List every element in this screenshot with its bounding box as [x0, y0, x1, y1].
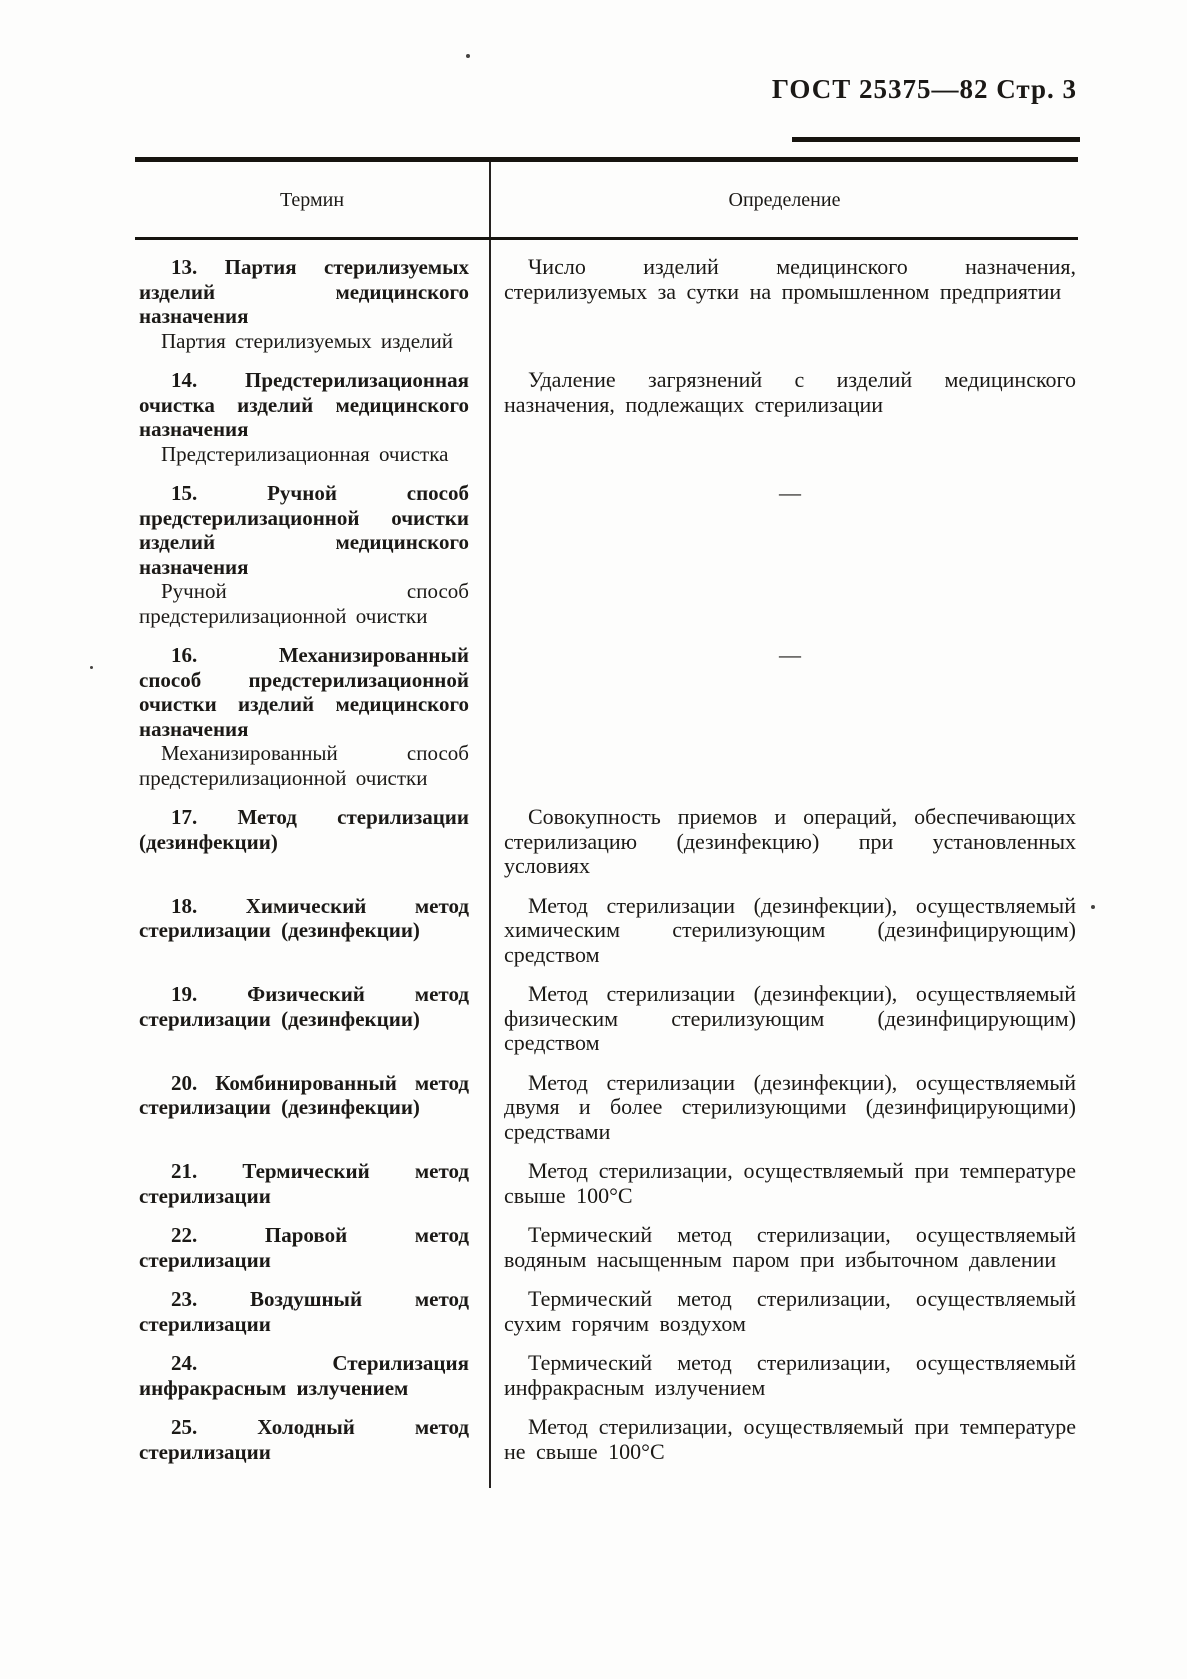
standard-number: ГОСТ 25375—82: [771, 74, 989, 104]
definition-cell: [491, 1336, 1078, 1400]
term-cell: [135, 967, 491, 1056]
term-number: 19.: [171, 982, 198, 1006]
term-text: Предстерилизационная очистка изделий медицинского назначения: [139, 368, 469, 441]
term-text: Метод стерилизации (дезинфекции): [139, 805, 469, 854]
term-cell: [135, 1336, 491, 1400]
term-number: 13.: [171, 255, 198, 279]
term-text: Партия стерилизуемых изделий медицинского назначения: [139, 255, 469, 328]
definition-cell: [491, 1208, 1078, 1272]
definition-text: Термический метод стерилизации, осуществляемый водяным насыщенным паром при избыточном давлении: [504, 1222, 1076, 1272]
term-cell: [135, 790, 491, 879]
definition-cell: [491, 466, 1078, 628]
table-row: [135, 628, 1078, 790]
term-text: Химический метод стерилизации (дезинфекции): [139, 893, 470, 942]
term-cell: [135, 466, 491, 628]
definition-cell: [491, 1272, 1078, 1336]
term-text: Физический метод стерилизации (дезинфекции): [139, 982, 469, 1031]
definition-text: Совокупность приемов и операций, обеспечивающих стерилизацию (дезинфекцию) при установленных условиях: [504, 804, 1076, 878]
term-synonym: Ручной способ предстерилизационной очистки: [139, 579, 469, 628]
table-row: [135, 1056, 1078, 1145]
table-header-row: [135, 162, 1078, 240]
definition-text: Метод стерилизации (дезинфекции), осуществляемый физическим стерилизующим (дезинфицирующим) средством: [504, 981, 1076, 1055]
term-number: 21.: [171, 1159, 198, 1183]
definition-cell: [491, 879, 1078, 968]
terms-table: [135, 157, 1078, 1488]
definition-text: Метод стерилизации (дезинфекции), осуществляемый химическим стерилизующим (дезинфицирующим) средством: [504, 892, 1076, 967]
table-body: [135, 240, 1078, 1488]
term-number: 16.: [171, 643, 198, 667]
definition-cell: [491, 967, 1078, 1056]
definition-dash: —: [779, 642, 801, 667]
term-cell: [135, 1056, 491, 1145]
table-row: [135, 967, 1078, 1056]
header-underline: [792, 137, 1080, 142]
definition-text: Термический метод стерилизации, осуществляемый сухим горячим воздухом: [504, 1286, 1076, 1336]
term-text: Стерилизация инфракрасным излучением: [139, 1351, 469, 1400]
term-cell: [135, 628, 491, 790]
table-row: [135, 1144, 1078, 1208]
term-synonym: Партия стерилизуемых изделий: [161, 328, 453, 353]
term-cell: [135, 1208, 491, 1272]
table-row: [135, 1208, 1078, 1272]
term-number: 24.: [171, 1351, 198, 1375]
definition-text: Метод стерилизации (дезинфекции), осуществляемый двумя и более стерилизующими (дезинфицирующими) средствами: [504, 1069, 1076, 1144]
term-cell: [135, 879, 491, 968]
scan-speck: [1091, 905, 1095, 909]
term-text: Ручной способ предстерилизационной очистки изделий медицинского назначения: [139, 481, 469, 579]
term-text: Холодный метод стерилизации: [139, 1415, 469, 1464]
definition-cell: [491, 240, 1078, 353]
definition-cell: [491, 790, 1078, 879]
table-row: [135, 240, 1078, 353]
term-synonym: Механизированный способ предстерилизационной очистки: [139, 741, 469, 790]
table-row: [135, 466, 1078, 628]
term-synonym: Предстерилизационная очистка: [161, 441, 449, 466]
term-number: 15.: [171, 481, 198, 505]
definition-cell: [491, 353, 1078, 466]
term-number: 23.: [171, 1287, 198, 1311]
term-number: 14.: [171, 368, 198, 392]
page-number: Стр. 3: [996, 74, 1077, 104]
term-text: Комбинированный метод стерилизации (дезинфекции): [139, 1070, 469, 1119]
term-number: 18.: [171, 893, 198, 918]
table-row: [135, 1272, 1078, 1336]
definition-cell: [491, 1144, 1078, 1208]
term-text: Термический метод стерилизации: [139, 1159, 470, 1208]
term-text: Механизированный способ предстерилизационной очистки изделий медицинского назначения: [139, 643, 469, 741]
definition-dash: —: [779, 480, 801, 505]
term-number: 20.: [171, 1070, 198, 1095]
scan-speck: [90, 666, 93, 669]
term-number: 25.: [171, 1415, 198, 1439]
definition-text: Удаление загрязнений с изделий медицинского назначения, подлежащих стерилизации: [504, 367, 1076, 417]
definition-text: Метод стерилизации, осуществляемый при температуре свыше 100°С: [504, 1158, 1076, 1208]
term-cell: [135, 1400, 491, 1488]
definition-text: Метод стерилизации, осуществляемый при температуре не свыше 100°С: [504, 1414, 1076, 1464]
definition-cell: [491, 1400, 1078, 1488]
term-number: 22.: [171, 1223, 198, 1247]
term-cell: [135, 240, 491, 353]
column-header-definition: Определение: [728, 189, 841, 211]
term-cell: [135, 1144, 491, 1208]
term-number: 17.: [171, 805, 198, 829]
definition-text: Число изделий медицинского назначения, стерилизуемых за сутки на промышленном предприятии: [504, 254, 1076, 304]
term-text: Паровой метод стерилизации: [139, 1223, 469, 1272]
term-cell: [135, 353, 491, 466]
column-header-term: Термин: [135, 162, 491, 237]
definition-cell: [491, 628, 1078, 790]
table-row: [135, 790, 1078, 879]
table-row: [135, 1336, 1078, 1400]
definition-text: Термический метод стерилизации, осуществляемый инфракрасным излучением: [504, 1350, 1076, 1400]
table-row: [135, 1400, 1078, 1488]
table-row: [135, 879, 1078, 968]
table-row: [135, 353, 1078, 466]
scan-speck: [466, 54, 470, 58]
term-cell: [135, 1272, 491, 1336]
term-text: Воздушный метод стерилизации: [139, 1287, 469, 1336]
definition-cell: [491, 1056, 1078, 1145]
document-header: [0, 74, 1077, 105]
